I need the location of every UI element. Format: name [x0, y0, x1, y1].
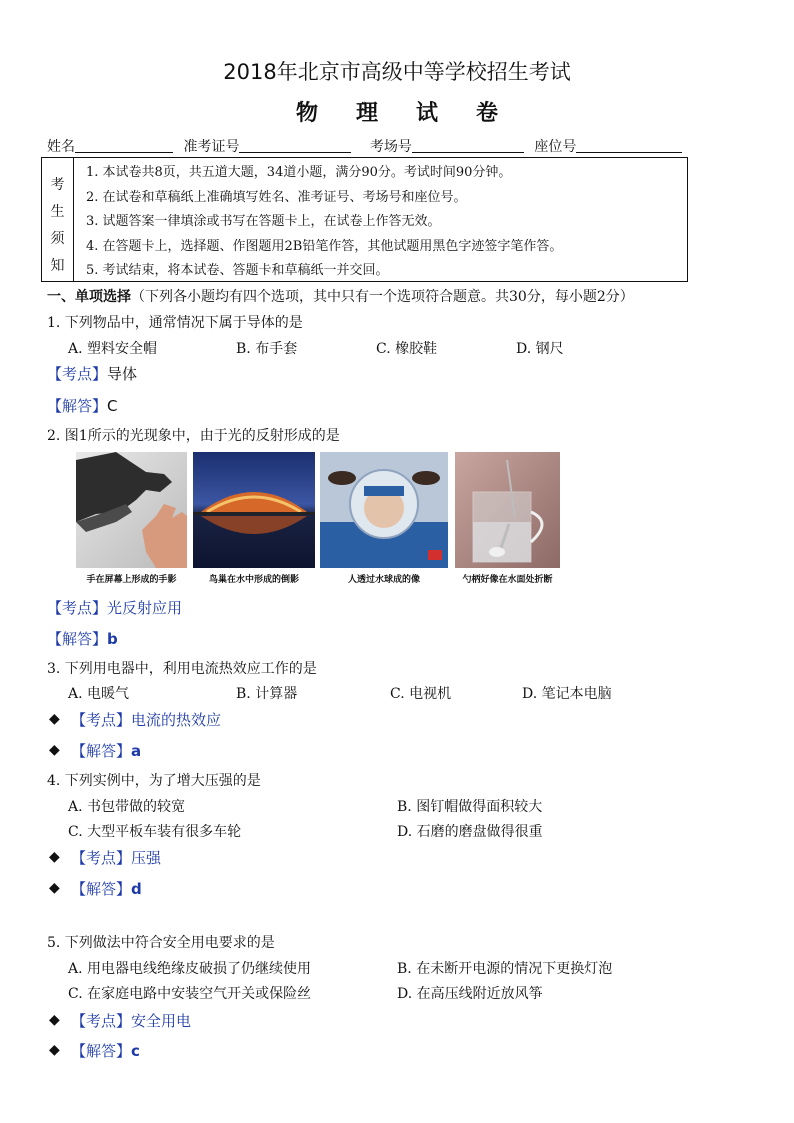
image-caption: 鸟巢在水中形成的倒影	[208, 575, 299, 585]
answer-label: 【解答】	[71, 880, 132, 898]
option[interactable]: C. 电视机	[390, 686, 452, 702]
notice-label-char: 知	[50, 258, 65, 274]
answer-text: c	[131, 1042, 140, 1060]
notice-item: 1. 本试卷共8页，共五道大题，34道小题，满分90分。考试时间90分钟。	[86, 165, 512, 180]
bullet-icon: ◆	[49, 1042, 60, 1058]
exam-id-field[interactable]	[239, 138, 351, 153]
point-label: 【考点】	[71, 711, 132, 729]
bullet-icon: ◆	[49, 880, 60, 896]
name-label: 姓名	[47, 139, 75, 155]
answer-text: a	[131, 742, 142, 760]
point-text: 压强	[131, 849, 162, 867]
knowledge-point	[71, 847, 161, 868]
point-text: 导体	[107, 365, 138, 383]
option[interactable]: D. 笔记本电脑	[522, 686, 612, 702]
knowledge-point	[47, 363, 137, 384]
bullet-icon: ◆	[49, 711, 60, 727]
answer-label: 【解答】	[71, 742, 132, 760]
option[interactable]: A. 塑料安全帽	[68, 341, 158, 357]
notice-item: 4. 在答题卡上，选择题、作图题用2B铅笔作答，其他试题用黑色字迹签字笔作答。	[86, 238, 563, 254]
option[interactable]: A. 电暖气	[68, 686, 130, 702]
answer-label: 【解答】	[71, 1042, 132, 1060]
point-label: 【考点】	[71, 849, 132, 867]
question-stem: 4. 下列实例中，为了增大压强的是	[47, 773, 261, 789]
seat-label: 座位号	[534, 139, 577, 155]
image-caption: 人透过水球成的像	[347, 575, 420, 585]
bullet-icon: ◆	[49, 849, 60, 865]
notice-item: 2. 在试卷和草稿纸上准确填写姓名、准考证号、考场号和座位号。	[86, 189, 467, 205]
room-field[interactable]	[412, 138, 524, 153]
option[interactable]: C. 橡胶鞋	[376, 341, 438, 357]
option[interactable]: B. 计算器	[236, 686, 298, 702]
knowledge-point	[71, 1010, 191, 1031]
exam-id-label: 准考证号	[183, 139, 240, 155]
point-text: 安全用电	[131, 1012, 192, 1030]
section-title: 一、单项选择	[47, 289, 131, 305]
answer-line	[71, 740, 141, 761]
image-caption: 勺柄好像在水面处折断	[462, 575, 553, 585]
option[interactable]: D. 石磨的磨盘做得很重	[397, 824, 543, 840]
answer-line	[71, 878, 142, 899]
answer-text: d	[131, 880, 142, 898]
notice-item: 5. 考试结束，将本试卷、答题卡和草稿纸一并交回。	[86, 263, 389, 279]
seat-field[interactable]	[576, 138, 682, 153]
option[interactable]: B. 布手套	[236, 341, 298, 357]
image-caption: 手在屏幕上形成的手影	[86, 575, 177, 585]
exam-title: 2018年北京市高级中等学校招生考试	[223, 60, 571, 84]
option[interactable]: C. 在家庭电路中安装空气开关或保险丝	[68, 986, 312, 1002]
exam-subtitle: 物理试卷	[295, 100, 536, 126]
point-label: 【考点】	[47, 599, 108, 617]
knowledge-point	[47, 597, 182, 618]
option[interactable]: A. 用电器电线绝缘皮破损了仍继续使用	[68, 961, 312, 977]
question-stem: 5. 下列做法中符合安全用电要求的是	[47, 935, 275, 951]
hand-shadow-image	[76, 452, 187, 568]
birds-nest-reflection-image	[193, 452, 315, 568]
answer-text: C	[107, 397, 118, 415]
water-ball-image	[320, 452, 448, 568]
point-label: 【考点】	[47, 365, 108, 383]
option[interactable]: A. 书包带做的较宽	[68, 799, 186, 815]
option[interactable]: D. 在高压线附近放风筝	[397, 986, 543, 1002]
answer-text: b	[107, 630, 118, 648]
point-text: 光反射应用	[107, 599, 183, 617]
notice-label-char: 考	[50, 177, 65, 193]
question-stem: 3. 下列用电器中，利用电流热效应工作的是	[47, 661, 317, 677]
answer-label: 【解答】	[47, 397, 108, 415]
point-text: 电流的热效应	[131, 711, 222, 729]
answer-line	[71, 1040, 140, 1061]
bullet-icon: ◆	[49, 742, 60, 758]
notice-item: 3. 试题答案一律填涂或书写在答题卡上，在试卷上作答无效。	[86, 214, 441, 230]
candidate-info-row	[47, 136, 682, 156]
notice-label-char: 须	[50, 231, 65, 247]
notice-box	[41, 157, 688, 282]
answer-label: 【解答】	[47, 630, 108, 648]
answer-line	[47, 628, 118, 649]
section-heading	[47, 286, 634, 306]
notice-label	[42, 158, 74, 281]
question-stem: 2. 图1所示的光现象中，由于光的反射形成的是	[47, 428, 340, 444]
option[interactable]: D. 钢尺	[516, 341, 564, 357]
point-label: 【考点】	[71, 1012, 132, 1030]
notice-label-char: 生	[50, 204, 65, 220]
name-field[interactable]	[75, 138, 173, 153]
bullet-icon: ◆	[49, 1012, 60, 1028]
room-label: 考场号	[369, 139, 412, 155]
option[interactable]: B. 在未断开电源的情况下更换灯泡	[397, 961, 613, 977]
option[interactable]: C. 大型平板车装有很多车轮	[68, 824, 242, 840]
answer-line	[47, 395, 118, 416]
spoon-in-water-image	[455, 452, 560, 568]
option[interactable]: B. 图钉帽做得面积较大	[397, 799, 543, 815]
question-stem: 1. 下列物品中，通常情况下属于导体的是	[47, 315, 303, 331]
section-desc: （下列各小题均有四个选项，其中只有一个选项符合题意。共30分，每小题2分）	[131, 289, 634, 305]
knowledge-point	[71, 709, 221, 730]
notice-list	[86, 161, 562, 284]
